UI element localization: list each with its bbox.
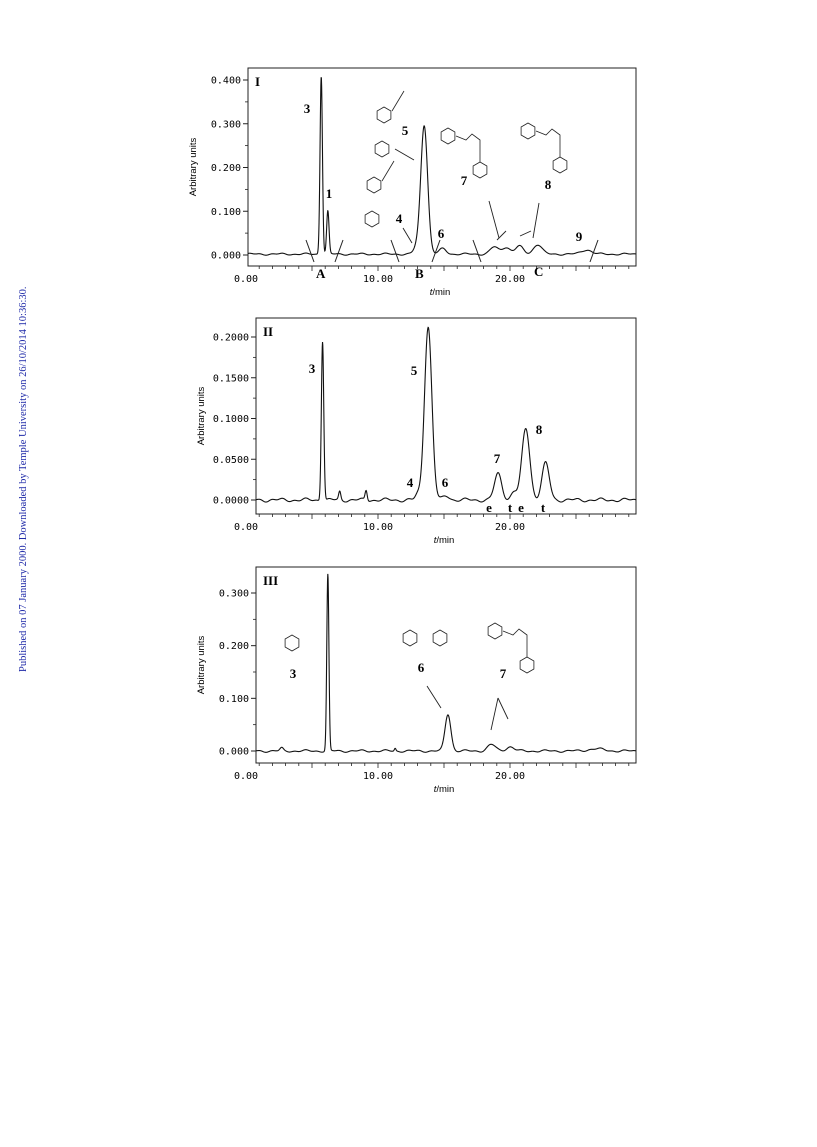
fraction-cut-mark <box>306 240 314 262</box>
y-tick-label: 0.100 <box>218 693 249 705</box>
fraction-cut-mark <box>335 240 343 262</box>
panel-label: I <box>255 74 261 89</box>
peak-label: 5 <box>410 363 418 378</box>
peak-label: 4 <box>406 475 414 490</box>
y-tick-label: 0.000 <box>210 250 241 262</box>
x-tick-label: 20.00 <box>494 274 526 285</box>
isomer-mark: e <box>518 500 524 515</box>
x-tick-label: 0.00 <box>233 274 259 285</box>
structure-7-ring-a <box>441 128 455 144</box>
x-axis-label: t/min <box>429 287 451 298</box>
peak-label: 1 <box>325 186 333 201</box>
y-axis-label: Arbitrary units <box>196 635 207 695</box>
x-tick-label: 10.00 <box>362 771 394 782</box>
y-tick-label: 0.2000 <box>212 332 249 344</box>
peak-label: 7 <box>499 666 507 681</box>
arrow-line <box>489 201 499 238</box>
y-tick-label: 0.1000 <box>212 414 249 425</box>
isomer-mark: e <box>486 500 492 515</box>
chromatogram-panel-II <box>196 318 636 546</box>
peak-label: 7 <box>493 451 501 466</box>
y-axis-label: Arbitrary units <box>196 386 207 446</box>
structure-5-ring-b <box>375 141 389 157</box>
chromatogram-panel-III <box>196 567 636 795</box>
structure-8-ring-b <box>553 157 567 173</box>
structure-8-ring-a <box>521 123 535 139</box>
structure-5-ring-a <box>377 107 391 123</box>
chromatogram-trace <box>256 574 636 752</box>
panel-label: III <box>263 573 279 588</box>
x-axis-label: t/min <box>433 535 455 546</box>
y-tick-label: 0.400 <box>210 75 241 87</box>
plot-frame <box>256 567 636 763</box>
y-tick-label: 0.300 <box>218 588 249 600</box>
panel-label: II <box>263 324 274 339</box>
isomer-mark: t <box>540 500 546 515</box>
structure-5-side-chain <box>392 91 404 111</box>
structure-7-ring-a <box>488 623 502 639</box>
peak-label: 4 <box>395 211 403 226</box>
arrow-line <box>533 203 539 238</box>
margin-note-text: Published on 07 January 2000. Downloaded by Temple University on 26/10/2014 10:36:30. <box>18 286 29 672</box>
structure-4-side-chain <box>382 161 394 181</box>
fraction-marker: A <box>316 266 326 281</box>
y-axis-label: Arbitrary units <box>188 137 199 197</box>
structure-7-linkage <box>503 629 527 657</box>
y-tick-label: 0.0500 <box>212 454 249 466</box>
structure-4-ring-a <box>367 177 381 193</box>
structure-4-ring-b <box>365 211 379 227</box>
arrow-line <box>395 149 414 160</box>
peak-label: 3 <box>308 361 316 376</box>
x-tick-label: 20.00 <box>494 522 526 533</box>
peak-label: 8 <box>544 177 552 192</box>
x-tick-label: 0.00 <box>233 522 259 533</box>
x-tick-label: 10.00 <box>362 522 394 533</box>
chromatogram-panel-I <box>188 68 636 298</box>
arrow-line <box>498 698 508 719</box>
y-tick-label: 0.000 <box>218 746 249 758</box>
arrow-line <box>427 686 441 708</box>
arrow-line <box>403 228 412 243</box>
peak-label: 6 <box>441 475 449 490</box>
peak-label: 6 <box>417 660 425 675</box>
x-tick-label: 20.00 <box>494 771 526 782</box>
structure-7-linkage <box>456 134 480 162</box>
x-axis-label: t/min <box>433 784 455 795</box>
peak-label: 8 <box>535 422 543 437</box>
structure-8-linkage <box>536 129 560 157</box>
structure-6-ring-a <box>403 630 417 646</box>
fraction-cut-mark <box>473 240 481 262</box>
structure-7-ring-b <box>520 657 534 673</box>
structure-3 <box>285 635 299 651</box>
y-tick-label: 0.1500 <box>212 373 249 385</box>
y-tick-label: 0.100 <box>210 206 241 218</box>
peak-label: 5 <box>401 123 409 138</box>
y-tick-label: 0.0000 <box>212 495 249 507</box>
y-tick-label: 0.300 <box>210 119 241 131</box>
peak-label: 7 <box>460 173 468 188</box>
y-tick-label: 0.200 <box>210 163 241 174</box>
peak-label: 3 <box>303 101 311 116</box>
structure-7-ring-b <box>473 162 487 178</box>
isomer-mark: t <box>507 500 513 515</box>
fraction-cut-mark <box>391 240 399 262</box>
arrow-line <box>520 231 531 236</box>
peak-label: 3 <box>289 666 297 681</box>
peak-label: 6 <box>437 226 445 241</box>
peak-label: 9 <box>575 229 583 244</box>
x-tick-label: 0.00 <box>233 771 259 782</box>
fraction-marker: B <box>415 266 424 281</box>
x-tick-label: 10.00 <box>362 274 394 285</box>
fraction-marker: C <box>534 264 544 279</box>
arrow-line <box>491 698 498 730</box>
structure-6-ring-b <box>433 630 447 646</box>
y-tick-label: 0.200 <box>218 641 249 653</box>
